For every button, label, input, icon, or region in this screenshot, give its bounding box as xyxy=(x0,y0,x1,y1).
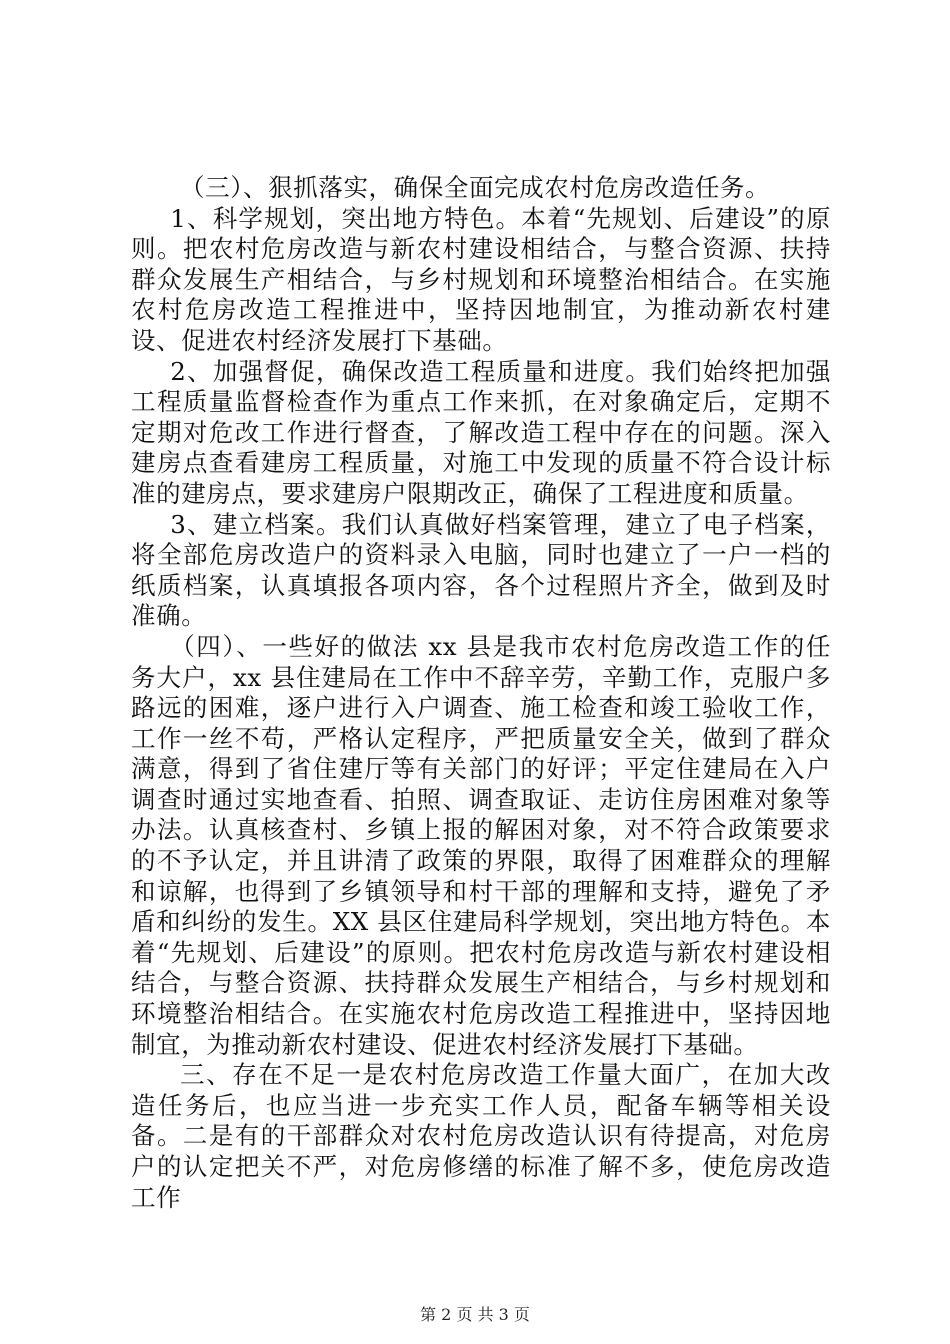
paragraph-shortcomings: 三、存在不足一是农村危房改造工作量大面广，在加大改造任务后，也应当进一步充实工作人员，配备车辆等相关设备。二是有的干部群众对农村危房改造认识有待提高，对危房户的认定把关不严，对危房修缮的标准了解不多，使危房改造工作 xyxy=(131,1060,831,1212)
section-heading-3: （三）、狠抓落实，确保全面完成农村危房改造任务。 xyxy=(180,173,771,202)
paragraph-good-practices: （四）、一些好的做法 xx 县是我市农村危房改造工作的任务大户，xx 县住建局在工作中不辞辛劳，辛勤工作，克服户多路远的困难，逐户进行入户调查、施工检查和竣工验收工作，工作一丝不苟，严格认定程序，严把质量安全关，做到了群众满意，得到了省住建厅等有关部门的好评；平定住建局在入户调查时通过实地查看、拍照、调查取证、走访住房困难对象等办法。认真核查村、乡镇上报的解困对象，对不符合政策要求的不予认定，并且讲清了政策的界限，取得了困难群众的理解和谅解，也得到了乡镇领导和村干部的理解和支持，避免了矛盾和纠纷的发生。XX 县区住建局科学规划，突出地方特色。本着“先规划、后建设”的原则。把农村危房改造与新农村建设相结合，与整合资源、扶持群众发展生产相结合，与乡村规划和环境整治相结合。在实施农村危房改造工程推进中，坚持因地制宜，为推动新农村建设、促进农村经济发展打下基础。 xyxy=(131,631,831,1059)
page-footer: 第 2 页 共 3 页 xyxy=(420,1305,530,1324)
paragraph-archives: 3、建立档案。我们认真做好档案管理，建立了电子档案，将全部危房改造户的资料录入电脑，同时也建立了一户一档的纸质档案，认真填报各项内容，各个过程照片齐全，做到及时准确。 xyxy=(131,509,831,631)
paragraph-planning: 1、科学规划，突出地方特色。本着“先规划、后建设”的原则。把农村危房改造与新农村建设相结合，与整合资源、扶持群众发展生产相结合，与乡村规划和环境整治相结合。在实施农村危房改造工程推进中，坚持因地制宜，为推动新农村建设、促进农村经济发展打下基础。 xyxy=(131,203,831,355)
paragraph-supervision: 2、加强督促，确保改造工程质量和进度。我们始终把加强工程质量监督检查作为重点工作来抓，在对象确定后，定期不定期对危改工作进行督查，了解改造工程中存在的问题。深入建房点查看建房工程质量，对施工中发现的质量不符合设计标准的建房点，要求建房户限期改正，确保了工程进度和质量。 xyxy=(131,356,831,508)
document-body xyxy=(131,173,831,1213)
